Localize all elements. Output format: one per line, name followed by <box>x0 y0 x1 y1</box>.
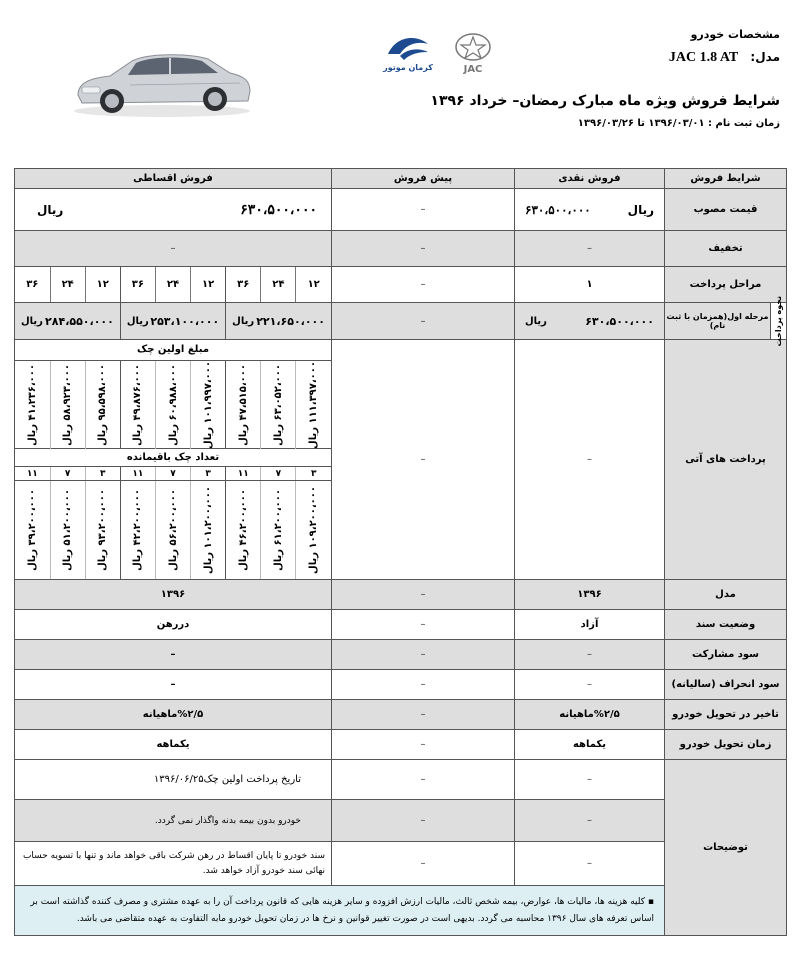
remaining-check-amount: ۴۶،۲۰۰،۰۰۰ ریال <box>237 489 249 572</box>
row-delivery-time <box>15 730 787 760</box>
first-check-cell <box>261 360 296 449</box>
presale-document-status: – <box>332 610 515 640</box>
row-partnership-profit <box>15 640 787 670</box>
first-stage-groups <box>15 303 331 339</box>
remaining-count-cell: ۷ <box>261 467 296 481</box>
label-partnership-profit: سود مشارکت <box>665 640 787 670</box>
first-check-cell <box>296 360 331 449</box>
cash-payment-stages: ۱ <box>515 267 665 303</box>
model-label: مدل: <box>750 50 780 64</box>
remaining-amount-cell <box>50 481 85 579</box>
first-check-amount: ۵۸،۹۲۳،۰۰۰ ریال <box>62 363 74 446</box>
first-check-cell <box>120 360 155 449</box>
first-check-cell <box>191 360 226 449</box>
row-payment-stages <box>15 267 787 303</box>
remaining-count-cell: ۱۱ <box>15 467 50 481</box>
first-stage-group-value: ۲۵۳،۱۰۰،۰۰۰ <box>150 314 220 328</box>
label-payment-stages: مراحل پرداخت <box>665 267 787 303</box>
label-delivery-delay: تاخیر در تحویل خودرو <box>665 700 787 730</box>
cash-approved-price <box>515 189 665 231</box>
kerman-logo-text: کرمان موتور <box>383 63 433 72</box>
header-cash: فروش نقدی <box>515 169 665 189</box>
first-check-cell <box>85 360 120 449</box>
installment-model-year: ۱۳۹۶ <box>15 580 332 610</box>
row-deviation-profit <box>15 670 787 700</box>
cash-price-value: ۶۳۰،۵۰۰،۰۰۰ <box>525 202 591 217</box>
table-header-row <box>15 169 787 189</box>
remaining-count-cell: ۱۱ <box>226 467 261 481</box>
remaining-check-amount: ۶۱،۲۰۰،۰۰۰ ریال <box>272 489 284 572</box>
first-check-amount: ۶۳،۰۵۲،۰۰۰ ریال <box>272 363 284 446</box>
cash-price-unit: ریال <box>627 202 654 217</box>
remaining-amount-cell <box>155 481 190 579</box>
installment-delivery-time: یکماهه <box>15 730 332 760</box>
future-payments-grid <box>15 340 331 579</box>
first-check-amount: ۴۹،۸۷۶،۰۰۰ ریال <box>132 363 144 446</box>
remaining-amount-cell <box>85 481 120 579</box>
installment-approved-price <box>15 189 332 231</box>
first-check-cell <box>155 360 190 449</box>
cash-deviation-profit: – <box>515 670 665 700</box>
months-cell: ۲۴ <box>50 267 85 302</box>
remaining-check-amount: ۳۹،۲۰۰،۰۰۰ ریال <box>26 489 38 572</box>
label-future-payments: پرداخت های آتی <box>665 340 787 580</box>
specs-title: مشخصات خودرو <box>690 28 780 41</box>
footnote: ▪ کلیه هزینه ها، مالیات ها، عوارض، بیمه شخص ثالث، مالیات ارزش افزوده و سایر هزینه هایی که قانون پرداخت آن را به عهده مشتری و مصرف کننده گذاشته است بر اساس تعرفه های سال ۱۳۹۶ محاسبه می گردد. بدیهی است در صورت تغییر قوانین و نرخ ها در زمان تحویل خودرو مابه التفاوت به عهده متقاضی می باشد. <box>15 886 665 936</box>
remaining-check-amount: ۵۶،۲۰۰،۰۰۰ ریال <box>167 489 179 572</box>
header-presale: پیش فروش <box>332 169 515 189</box>
remaining-amount-cell <box>15 481 50 579</box>
remaining-count-cell: ۳ <box>85 467 120 481</box>
cash-discount: – <box>515 231 665 267</box>
first-check-amount: ۱۰۱،۹۹۷،۰۰۰ ریال <box>202 360 214 449</box>
first-check-amount: ۶۰،۹۸۸،۰۰۰ ریال <box>167 363 179 446</box>
remaining-amount-cell <box>120 481 155 579</box>
row-model-year <box>15 580 787 610</box>
presale-deviation-profit: – <box>332 670 515 700</box>
registration-period: زمان ثبت نام : ۱۳۹۶/۰۳/۰۱ تا ۱۳۹۶/۰۳/۲۶ <box>577 118 780 129</box>
cash-first-stage <box>515 303 665 340</box>
months-cell: ۳۶ <box>15 267 50 302</box>
model-value: JAC 1.8 AT <box>668 50 739 65</box>
cash-first-stage-value: ۶۳۰،۵۰۰،۰۰۰ <box>585 314 654 328</box>
presale-remark-3: – <box>332 842 515 886</box>
remaining-check-amount: ۱۰۱،۲۰۰،۰۰۰ ریال <box>202 486 214 575</box>
months-cell: ۱۲ <box>85 267 120 302</box>
row-delivery-delay <box>15 700 787 730</box>
sales-conditions-table <box>14 168 787 936</box>
first-check-amount: ۱۱۱،۳۹۷،۰۰۰ ریال <box>308 360 320 449</box>
label-deviation-profit: سود انحراف (سالیانه) <box>665 670 787 700</box>
presale-future-payments: – <box>332 340 515 580</box>
label-first-stage: مرحله اول(همزمان با ثبت نام) <box>666 312 769 330</box>
remaining-count-cell: ۳ <box>296 467 331 481</box>
installment-price-unit: ریال <box>37 202 64 217</box>
cash-remark-1: – <box>515 760 665 800</box>
first-stage-group-unit: ریال <box>21 315 43 327</box>
months-cell: ۲۴ <box>261 267 296 302</box>
row-approved-price <box>15 189 787 231</box>
row-document-status <box>15 610 787 640</box>
row-discount <box>15 231 787 267</box>
first-check-amount: ۹۵،۵۹۸،۰۰۰ ریال <box>97 363 109 446</box>
installment-discount: – <box>15 231 332 267</box>
presale-remark-2: – <box>332 800 515 842</box>
first-stage-group-unit: ریال <box>126 315 149 327</box>
label-approved-price: قیمت مصوب <box>665 189 787 231</box>
cash-partnership-profit: – <box>515 640 665 670</box>
model-line <box>669 50 780 66</box>
cash-future-payments: – <box>515 340 665 580</box>
kerman-motor-logo <box>380 32 435 74</box>
cash-delivery-delay: %۲/۵ماهیانه <box>515 700 665 730</box>
label-discount: تخفیف <box>665 231 787 267</box>
months-cell: ۲۴ <box>155 267 190 302</box>
label-document-status: وضعیت سند <box>665 610 787 640</box>
jac-logo <box>442 32 504 74</box>
first-check-amount: ۴۷،۵۱۵،۰۰۰ ریال <box>237 363 249 446</box>
row-future-payments <box>15 340 787 580</box>
header-installment: فروش اقساطی <box>15 169 332 189</box>
remaining-title: تعداد چک باقیمانده <box>15 449 331 467</box>
cash-first-stage-unit: ریال <box>525 315 547 327</box>
installment-first-stage <box>15 303 332 340</box>
presale-payment-stages: – <box>332 267 515 303</box>
months-cell: ۳۶ <box>226 267 261 302</box>
remaining-count-cell: ۷ <box>50 467 85 481</box>
installment-price-value: ۶۳۰،۵۰۰،۰۰۰ <box>240 201 317 217</box>
remaining-check-amount: ۵۱،۲۰۰،۰۰۰ ریال <box>62 489 74 572</box>
installment-remark-3: سند خودرو تا پایان اقساط در رهن شرکت باقی خواهد ماند و تنها با تسویه حساب نهائی سند خودرو آزاد خواهد شد. <box>15 842 332 886</box>
label-first-stage-cell <box>665 295 787 347</box>
installment-remark-2: خودرو بدون بیمه بدنه واگذار نمی گردد. <box>15 800 332 842</box>
first-check-cell <box>50 360 85 449</box>
months-grid <box>15 267 331 302</box>
remaining-amount-cell <box>296 481 331 579</box>
payment-method-side-label: نحوه پرداخت <box>774 295 783 347</box>
presale-approved-price: – <box>332 189 515 231</box>
cash-remark-3: – <box>515 842 665 886</box>
header-conditions: شرایط فروش <box>665 169 787 189</box>
cash-model-year: ۱۳۹۶ <box>515 580 665 610</box>
remaining-check-amount: ۴۲،۲۰۰،۰۰۰ ریال <box>132 489 144 572</box>
cash-remark-2: – <box>515 800 665 842</box>
installment-delivery-delay: %۲/۵ماهیانه <box>15 700 332 730</box>
installment-deviation-profit: – <box>15 670 332 700</box>
presale-partnership-profit: – <box>332 640 515 670</box>
presale-delivery-time: – <box>332 730 515 760</box>
remaining-count-cell: ۷ <box>155 467 190 481</box>
campaign-title: شرایط فروش ویژه ماه مبارک رمضان– خرداد ۱۳۹۶ <box>430 93 780 109</box>
cash-document-status: آزاد <box>515 610 665 640</box>
first-check-cell <box>226 360 261 449</box>
row-first-stage <box>15 303 787 340</box>
remaining-check-amount: ۹۳،۲۰۰،۰۰۰ ریال <box>97 489 109 572</box>
installment-remark-1: تاریخ پرداخت اولین چک۱۳۹۶/۰۶/۲۵ <box>15 760 332 800</box>
remaining-count-cell: ۱۱ <box>120 467 155 481</box>
months-cell: ۱۲ <box>296 267 331 302</box>
installment-payment-stages <box>15 267 332 303</box>
first-check-amount: ۴۱،۲۳۶،۰۰۰ ریال <box>26 363 38 446</box>
label-remarks: توضیحات <box>665 760 787 936</box>
row-remarks-1 <box>15 760 787 800</box>
remaining-amount-cell <box>191 481 226 579</box>
first-check-cell <box>15 360 50 449</box>
label-model-year: مدل <box>665 580 787 610</box>
first-check-title: مبلغ اولین چک <box>15 340 331 360</box>
label-delivery-time: زمان تحویل خودرو <box>665 730 787 760</box>
installment-future-payments <box>15 340 332 580</box>
months-cell: ۳۶ <box>120 267 155 302</box>
jac-logo-text: JAC <box>463 64 483 74</box>
remaining-amount-cell <box>226 481 261 579</box>
presale-model-year: – <box>332 580 515 610</box>
remaining-amount-cell <box>261 481 296 579</box>
first-stage-group-unit: ریال <box>232 315 255 327</box>
presale-discount: – <box>332 231 515 267</box>
installment-document-status: دررهن <box>15 610 332 640</box>
remaining-check-amount: ۱۰۹،۲۰۰،۰۰۰ ریال <box>308 486 320 575</box>
presale-remark-1: – <box>332 760 515 800</box>
first-stage-group-value: ۲۲۱،۶۵۰،۰۰۰ <box>256 314 325 328</box>
first-stage-group-value: ۲۸۴،۵۵۰،۰۰۰ <box>45 314 114 328</box>
months-cell: ۱۲ <box>191 267 226 302</box>
remaining-count-cell: ۳ <box>191 467 226 481</box>
car-image <box>70 45 255 120</box>
installment-partnership-profit: – <box>15 640 332 670</box>
presale-first-stage: – <box>332 303 515 340</box>
presale-delivery-delay: – <box>332 700 515 730</box>
cash-delivery-time: یکماهه <box>515 730 665 760</box>
